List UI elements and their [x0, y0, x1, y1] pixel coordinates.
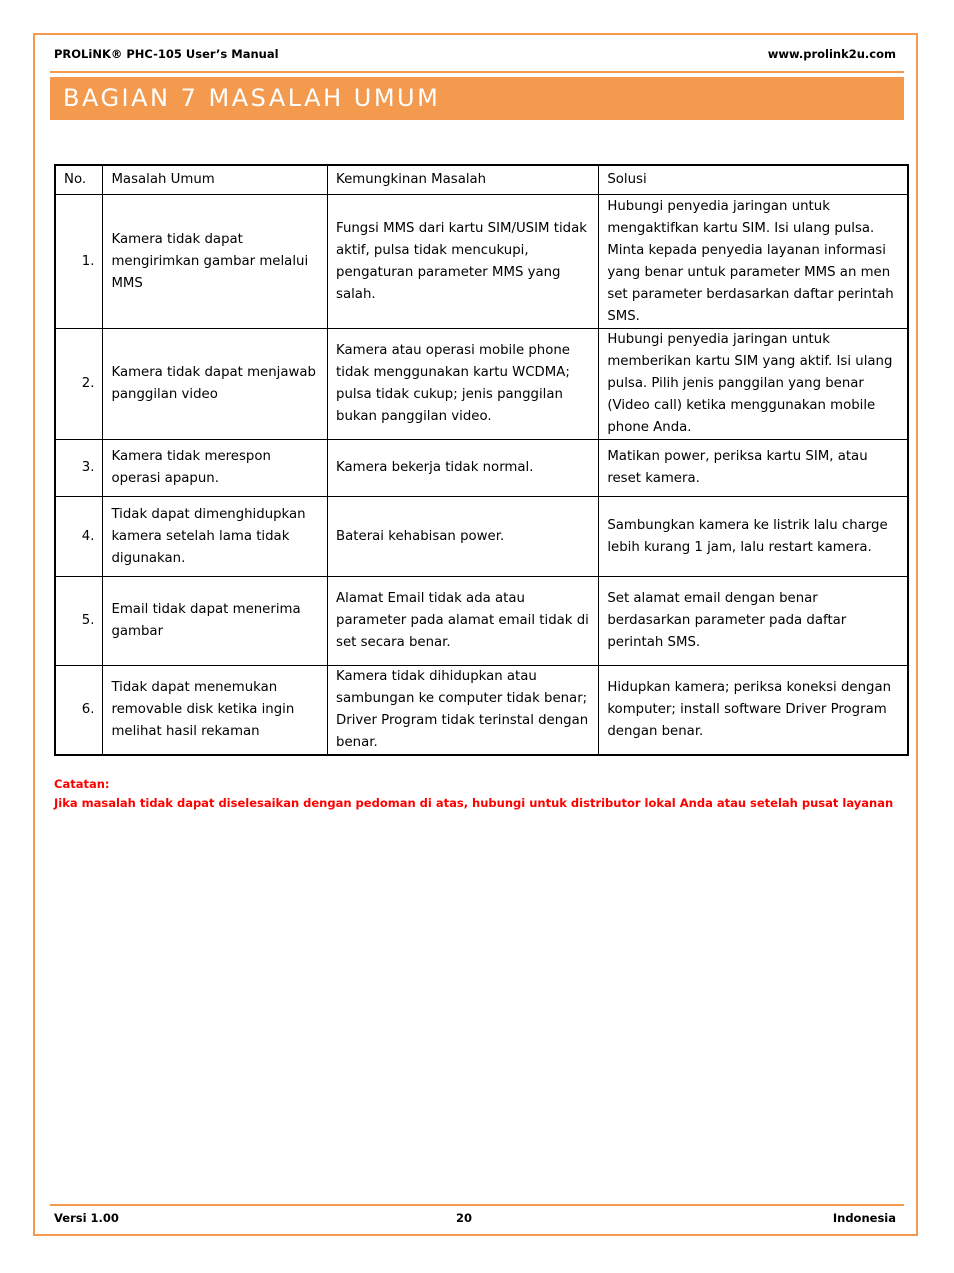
troubleshooting-table [54, 164, 909, 756]
row-solution: Hidupkan kamera; periksa koneksi dengan komputer; install software Driver Program dengan benar. [599, 666, 908, 756]
column-header-issue: Masalah Umum [103, 165, 328, 195]
row-issue: Tidak dapat dimenghidupkan kamera setelah lama tidak digunakan. [103, 497, 328, 577]
row-number: 3. [55, 440, 103, 497]
row-solution: Hubungi penyedia jaringan untuk mengaktifkan kartu SIM. Isi ulang pulsa. Minta kepada penyedia layanan informasi yang benar untuk parameter MMS an men set parameter berdasarkan daftar perintah SMS. [599, 195, 908, 329]
row-issue: Kamera tidak merespon operasi apapun. [103, 440, 328, 497]
note-label: Catatan: [54, 777, 110, 791]
manual-title: PROLiNK® PHC-105 User’s Manual [54, 47, 279, 61]
row-issue: Kamera tidak dapat mengirimkan gambar melalui MMS [103, 195, 328, 329]
table-row [55, 329, 908, 440]
table-header-row [55, 165, 908, 195]
header-divider [50, 71, 904, 73]
page-number: 20 [456, 1211, 473, 1225]
section-banner [50, 77, 904, 120]
row-cause: Kamera bekerja tidak normal. [328, 440, 599, 497]
language-label: Indonesia [832, 1211, 896, 1225]
row-number: 6. [55, 666, 103, 756]
website-link[interactable]: www.prolink2u.com [767, 47, 896, 61]
row-cause: Baterai kehabisan power. [328, 497, 599, 577]
row-issue: Kamera tidak dapat menjawab panggilan video [103, 329, 328, 440]
table-row [55, 666, 908, 756]
table-row [55, 497, 908, 577]
row-number: 2. [55, 329, 103, 440]
row-solution: Matikan power, periksa kartu SIM, atau reset kamera. [599, 440, 908, 497]
page-header [54, 47, 896, 65]
column-header-no: No. [55, 165, 103, 195]
row-cause: Alamat Email tidak ada atau parameter pada alamat email tidak di set secara benar. [328, 577, 599, 666]
row-issue: Tidak dapat menemukan removable disk ketika ingin melihat hasil rekaman [103, 666, 328, 756]
row-number: 5. [55, 577, 103, 666]
section-title: BAGIAN 7 MASALAH UMUM [63, 84, 441, 112]
table-row [55, 195, 908, 329]
row-number: 1. [55, 195, 103, 329]
column-header-cause: Kemungkinan Masalah [328, 165, 599, 195]
row-cause: Fungsi MMS dari kartu SIM/USIM tidak aktif, pulsa tidak mencukupi, pengaturan parameter MMS yang salah. [328, 195, 599, 329]
row-solution: Sambungkan kamera ke listrik lalu charge lebih kurang 1 jam, lalu restart kamera. [599, 497, 908, 577]
note-block [54, 775, 904, 813]
row-issue: Email tidak dapat menerima gambar [103, 577, 328, 666]
table-row [55, 440, 908, 497]
footer-divider [50, 1204, 904, 1206]
version-label: Versi 1.00 [54, 1211, 119, 1225]
note-text: Jika masalah tidak dapat diselesaikan dengan pedoman di atas, hubungi untuk distributor lokal Anda atau setelah pusat layanan [54, 796, 894, 810]
row-cause: Kamera atau operasi mobile phone tidak menggunakan kartu WCDMA; pulsa tidak cukup; jenis panggilan bukan panggilan video. [328, 329, 599, 440]
row-cause: Kamera tidak dihidupkan atau sambungan ke computer tidak benar; Driver Program tidak terinstal dengan benar. [328, 666, 599, 756]
table-row [55, 577, 908, 666]
row-number: 4. [55, 497, 103, 577]
row-solution: Hubungi penyedia jaringan untuk memberikan kartu SIM yang aktif. Isi ulang pulsa. Pilih jenis panggilan yang benar (Video call) ketika menggunakan mobile phone Anda. [599, 329, 908, 440]
column-header-solution: Solusi [599, 165, 908, 195]
page-footer [54, 1211, 896, 1229]
row-solution: Set alamat email dengan benar berdasarkan parameter pada daftar perintah SMS. [599, 577, 908, 666]
